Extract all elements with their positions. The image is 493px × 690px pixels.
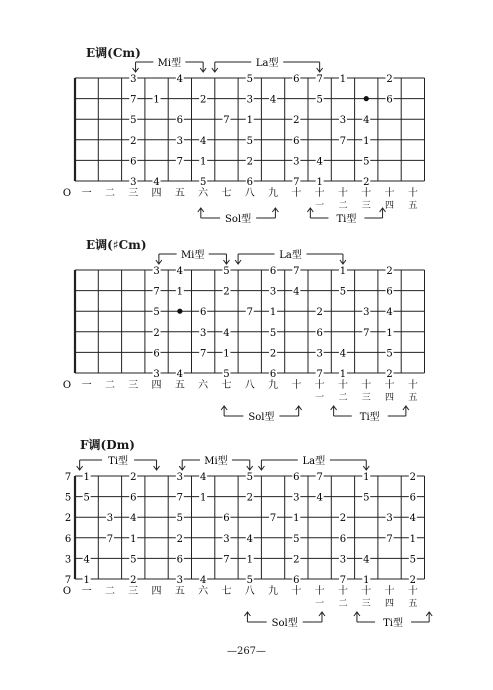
scale-note: 2	[293, 554, 300, 566]
fret-numeral: 十	[314, 586, 325, 597]
scale-note: 1	[83, 472, 90, 483]
fret-numeral: 二	[104, 586, 115, 597]
fret-numeral-sub: 一	[315, 393, 325, 403]
position-label: Ti型	[108, 456, 129, 467]
fret-numeral: 十	[291, 188, 302, 199]
scale-note: 2	[316, 307, 323, 319]
position-dot	[364, 96, 369, 101]
position-label: La型	[255, 58, 279, 69]
fret-numeral: 四	[151, 380, 162, 391]
scale-note: 4	[223, 327, 230, 339]
fret-numeral: 十	[361, 586, 372, 597]
scale-note: 5	[130, 115, 137, 127]
scale-note: 6	[130, 492, 137, 504]
open-string-note: 3	[64, 554, 72, 566]
scale-note: 4	[409, 513, 417, 525]
up-arrow-icon	[403, 406, 409, 416]
fret-numeral: 十	[384, 380, 395, 391]
fret-numeral: 十	[384, 586, 395, 597]
scale-note: 7	[130, 94, 137, 106]
fret-numeral-sub: 一	[315, 599, 325, 609]
fret-numeral: O	[62, 586, 72, 597]
down-arrow-icon	[156, 254, 162, 264]
scale-note: 6	[409, 492, 417, 504]
scale-note: 4	[363, 554, 370, 566]
fret-numeral: 八	[244, 586, 255, 597]
scale-note: 3	[293, 156, 300, 168]
scale-note: 2	[246, 156, 253, 168]
up-arrow-icon	[426, 612, 432, 622]
fret-numeral: 九	[268, 586, 279, 597]
scale-note: 1	[176, 286, 184, 298]
scale-note: 4	[246, 533, 253, 545]
fret-numeral-sub: 五	[408, 201, 418, 211]
scale-note: 6	[269, 266, 277, 277]
scale-note: 6	[130, 156, 137, 168]
scale-note: 1	[339, 266, 347, 277]
scale-note: 5	[130, 554, 137, 566]
scale-note: 7	[386, 533, 393, 545]
down-arrow-icon	[258, 460, 264, 470]
fretboard-diagram-2	[0, 244, 493, 430]
fret-numeral: 一	[81, 586, 92, 597]
fret-numeral: 六	[198, 188, 209, 199]
scale-note: 3	[363, 307, 370, 319]
fret-numeral: 七	[221, 188, 232, 199]
diagram-2-title: E调(♯Cm)	[86, 238, 147, 252]
fret-numeral: 五	[174, 380, 185, 391]
scale-note: 3	[316, 348, 323, 360]
scale-note: 7	[293, 266, 300, 277]
fret-numeral: 十	[361, 380, 372, 391]
scale-note: 3	[199, 327, 207, 339]
scale-note: 1	[246, 554, 253, 566]
position-label: Ti型	[359, 412, 380, 423]
scale-note: 3	[246, 94, 253, 106]
up-arrow-icon	[272, 208, 278, 218]
scale-note: 1	[339, 369, 347, 380]
scale-note: 5	[246, 472, 253, 483]
down-arrow-icon	[133, 62, 139, 72]
scale-note: 1	[363, 135, 370, 147]
scale-note: 7	[176, 156, 184, 168]
fret-numeral: 二	[104, 380, 115, 391]
fret-numeral-sub: 五	[408, 393, 418, 403]
fret-numeral: 十	[384, 188, 395, 199]
fret-numeral: 十	[314, 380, 325, 391]
scale-note: 5	[153, 307, 160, 319]
fret-numeral-sub: 二	[338, 393, 348, 403]
open-string-note: 6	[64, 533, 72, 545]
scale-note: 1	[269, 307, 277, 319]
scale-note: 2	[293, 115, 300, 127]
position-dot	[177, 309, 182, 314]
scale-note: 1	[83, 575, 90, 586]
scale-note: 6	[293, 135, 300, 147]
scale-note: 7	[153, 286, 160, 298]
scale-note: 5	[246, 135, 253, 147]
fret-numeral: 十	[361, 188, 372, 199]
down-arrow-icon	[247, 460, 253, 470]
up-arrow-icon	[296, 406, 302, 416]
scale-note: 5	[386, 348, 393, 360]
up-arrow-icon	[221, 406, 227, 416]
scale-note: 6	[223, 513, 230, 525]
scale-note: 6	[316, 327, 323, 339]
position-label: Mi型	[180, 250, 205, 261]
scale-note: 3	[293, 492, 300, 504]
fret-numeral: 三	[128, 188, 139, 199]
scale-note: 5	[339, 286, 347, 298]
fret-numeral: 一	[81, 188, 92, 199]
position-label: Mi型	[157, 58, 182, 69]
scale-note: 2	[386, 369, 393, 380]
scale-note: 7	[339, 575, 347, 586]
scale-note: 7	[316, 369, 323, 380]
fret-numeral-sub: 五	[408, 599, 418, 609]
fret-numeral: 九	[268, 188, 279, 199]
scale-note: 7	[199, 348, 207, 360]
scale-note: 6	[176, 115, 184, 127]
up-arrow-icon	[307, 208, 313, 218]
fret-numeral: 六	[198, 586, 209, 597]
fret-numeral: 九	[268, 380, 279, 391]
scale-note: 6	[199, 307, 207, 319]
down-arrow-icon	[200, 62, 206, 72]
fret-numeral-sub: 四	[385, 393, 395, 403]
diagram-3-title: F调(Dm)	[80, 438, 135, 452]
fret-numeral: O	[62, 188, 72, 199]
down-arrow-icon	[154, 460, 160, 470]
scale-note: 3	[153, 369, 160, 380]
fret-numeral-sub: 二	[338, 201, 348, 211]
scale-note: 4	[176, 266, 184, 277]
scale-note: 7	[293, 177, 300, 188]
fret-numeral: 七	[221, 380, 232, 391]
scale-note: 4	[130, 513, 137, 525]
scale-note: 4	[316, 492, 323, 504]
position-label: La型	[302, 456, 326, 467]
fret-numeral: 六	[198, 380, 209, 391]
fret-numeral: 三	[128, 380, 139, 391]
scale-note: 5	[176, 513, 184, 525]
up-arrow-icon	[331, 406, 337, 416]
scale-note: 4	[339, 348, 347, 360]
scale-note: 4	[199, 472, 207, 483]
fretboard-diagram-1	[0, 52, 493, 232]
fret-numeral: 八	[244, 380, 255, 391]
scale-note: 6	[153, 348, 160, 360]
diagram-1-title: E调(Cm)	[86, 46, 141, 60]
fret-numeral: 四	[151, 586, 162, 597]
fretboard-diagram-3	[0, 444, 493, 640]
scale-note: 2	[199, 94, 207, 106]
up-arrow-icon	[354, 612, 360, 622]
scale-note: 7	[316, 472, 323, 483]
scale-note: 4	[269, 94, 277, 106]
scale-note: 6	[293, 575, 300, 586]
fret-numeral: 十	[337, 380, 348, 391]
scale-note: 4	[176, 369, 184, 380]
down-arrow-icon	[212, 62, 218, 72]
scale-note: 5	[293, 533, 300, 545]
down-arrow-icon	[223, 254, 229, 264]
scale-note: 7	[246, 307, 253, 319]
scale-note: 5	[223, 266, 230, 277]
scale-note: 2	[246, 492, 253, 504]
down-arrow-icon	[340, 254, 346, 264]
fret-numeral: 十	[337, 188, 348, 199]
position-label: Mi型	[204, 456, 228, 467]
scale-note: 1	[293, 513, 300, 525]
fret-numeral: 三	[128, 586, 139, 597]
scale-note: 5	[316, 94, 323, 106]
scale-note: 6	[269, 369, 277, 380]
fret-numeral: 七	[221, 586, 232, 597]
scale-note: 3	[176, 135, 184, 147]
fret-numeral-sub: 三	[361, 393, 371, 403]
up-arrow-icon	[198, 208, 204, 218]
scale-note: 4	[199, 575, 207, 586]
scale-note: 2	[363, 177, 370, 188]
scale-note: 5	[409, 554, 417, 566]
fret-numeral: 八	[244, 188, 255, 199]
scale-note: 6	[176, 554, 184, 566]
fret-numeral-sub: 四	[385, 201, 395, 211]
scale-note: 5	[83, 492, 90, 504]
scale-note: 3	[106, 513, 114, 525]
fret-numeral: 十	[291, 380, 302, 391]
scale-note: 2	[153, 327, 160, 339]
position-label: Sol型	[225, 214, 252, 225]
scale-note: 2	[130, 575, 137, 586]
fret-numeral-sub: 四	[385, 599, 395, 609]
down-arrow-icon	[179, 460, 185, 470]
scale-note: 4	[176, 74, 184, 85]
scale-note: 1	[339, 74, 347, 85]
scale-note: 6	[386, 94, 393, 106]
scale-note: 7	[269, 513, 277, 525]
scale-note: 2	[130, 472, 137, 483]
scale-note: 1	[246, 115, 253, 127]
fret-numeral-sub: 一	[315, 201, 325, 211]
scale-note: 6	[386, 286, 393, 298]
scale-note: 3	[130, 177, 137, 188]
fret-numeral: 十	[314, 188, 325, 199]
scale-note: 2	[176, 533, 184, 545]
up-arrow-icon	[244, 612, 250, 622]
scale-note: 4	[386, 307, 393, 319]
scale-note: 4	[363, 115, 370, 127]
scale-note: 7	[176, 492, 184, 504]
scale-note: 5	[363, 492, 370, 504]
scale-note: 3	[176, 575, 184, 586]
scale-note: 3	[153, 266, 160, 277]
scale-note: 3	[386, 513, 393, 525]
scale-note: 6	[339, 533, 347, 545]
scale-note: 7	[223, 554, 230, 566]
fret-numeral-sub: 三	[361, 201, 371, 211]
scale-note: 3	[339, 554, 347, 566]
down-arrow-icon	[317, 62, 323, 72]
scale-note: 5	[199, 177, 207, 188]
scale-note: 1	[153, 94, 160, 106]
position-label: La型	[279, 250, 302, 261]
fret-numeral: 四	[151, 188, 162, 199]
scale-note: 5	[246, 74, 253, 85]
open-string-note: 5	[64, 492, 72, 504]
position-label: Ti型	[383, 618, 403, 629]
scale-note: 5	[246, 575, 253, 586]
scale-note: 4	[83, 554, 90, 566]
scale-note: 1	[223, 348, 230, 360]
fret-numeral: 五	[174, 586, 185, 597]
page-number: —267—	[226, 646, 267, 657]
scale-note: 7	[106, 533, 114, 545]
fret-numeral-sub: 三	[361, 599, 371, 609]
down-arrow-icon	[363, 460, 369, 470]
fret-numeral: 十	[337, 586, 348, 597]
scale-note: 3	[130, 74, 137, 85]
fret-numeral: 十	[291, 586, 302, 597]
scale-note: 1	[386, 327, 393, 339]
position-label: Sol型	[248, 412, 275, 423]
scale-note: 4	[153, 177, 160, 188]
scale-note: 2	[386, 266, 393, 277]
scale-note: 1	[199, 492, 207, 504]
scale-note: 2	[409, 472, 417, 483]
scale-note: 6	[293, 74, 300, 85]
open-string-note: 7	[64, 472, 72, 483]
scale-note: 5	[223, 369, 230, 380]
scale-note: 7	[363, 327, 370, 339]
open-string-note: 2	[64, 513, 72, 525]
scale-note: 1	[130, 533, 137, 545]
down-arrow-icon	[235, 254, 241, 264]
scale-note: 5	[363, 156, 370, 168]
scale-note: 2	[339, 513, 347, 525]
scale-note: 2	[409, 575, 417, 586]
fret-numeral: 十	[407, 586, 418, 597]
scale-note: 1	[363, 472, 370, 483]
scale-note: 2	[130, 135, 137, 147]
scale-note: 3	[269, 286, 277, 298]
scale-note: 2	[386, 74, 393, 85]
scale-note: 2	[223, 286, 230, 298]
scale-note: 7	[339, 135, 347, 147]
scale-note: 1	[409, 533, 417, 545]
scale-note: 7	[316, 74, 323, 85]
open-string-note: 7	[64, 575, 72, 586]
scale-note: 5	[269, 327, 277, 339]
scale-note: 1	[199, 156, 207, 168]
scale-note: 1	[316, 177, 323, 188]
scale-note: 6	[246, 177, 253, 188]
down-arrow-icon	[77, 460, 83, 470]
position-label: Sol型	[271, 618, 298, 629]
scale-note: 7	[223, 115, 230, 127]
scale-note: 4	[199, 135, 207, 147]
scale-note: 4	[293, 286, 300, 298]
fret-numeral: 一	[81, 380, 92, 391]
fret-numeral: O	[62, 380, 72, 391]
position-label: Ti型	[336, 214, 357, 225]
scale-note: 3	[339, 115, 347, 127]
scale-note: 3	[176, 472, 184, 483]
fret-numeral: 二	[104, 188, 115, 199]
fret-numeral: 五	[174, 188, 185, 199]
scale-note: 3	[223, 533, 230, 545]
fret-numeral: 十	[407, 380, 418, 391]
fret-numeral: 十	[407, 188, 418, 199]
scale-note: 1	[363, 575, 370, 586]
scale-note: 4	[316, 156, 323, 168]
scale-note: 2	[269, 348, 277, 360]
up-arrow-icon	[319, 612, 325, 622]
fret-numeral-sub: 二	[338, 599, 348, 609]
scale-note: 6	[293, 472, 300, 483]
